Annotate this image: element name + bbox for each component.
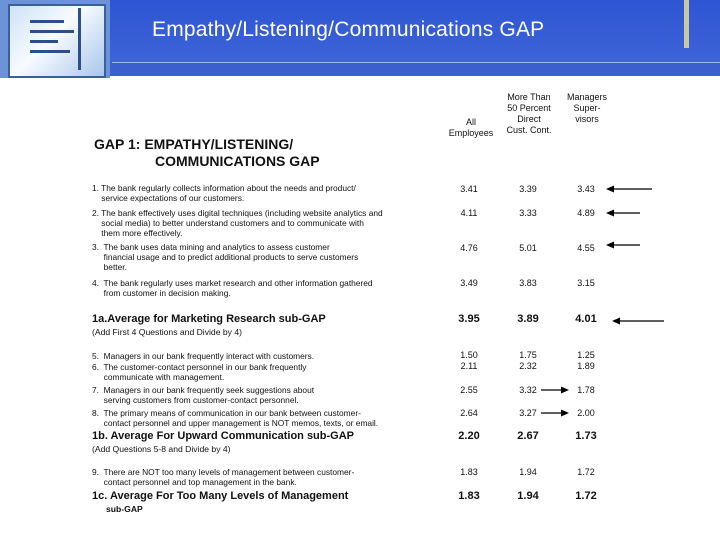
q2-direct: 3.33: [519, 208, 537, 218]
arrow-left-icon: [606, 184, 656, 194]
q5-direct: 1.75: [519, 350, 537, 360]
q5-all: 1.50: [460, 350, 478, 360]
q4-all: 3.49: [460, 278, 478, 288]
subgap-1c-all: 1.83: [458, 490, 480, 502]
q2-all: 4.11: [460, 208, 478, 218]
q9-direct: 1.94: [519, 467, 537, 477]
subgap-1b-label: 1b. Average For Upward Communication sub-GAP: [92, 430, 354, 442]
gap-heading-line1: GAP 1: EMPATHY/LISTENING/: [94, 136, 294, 152]
subgap-1a-managers: 4.01: [575, 313, 597, 325]
q1-direct: 3.39: [519, 184, 537, 194]
question-5: 5. Managers in our bank frequently interact with customers.: [92, 351, 315, 361]
subgap-1c-note: sub-GAP: [106, 504, 143, 514]
column-header-direct-contact: More Than 50 Percent Direct Cust. Cont.: [506, 92, 552, 135]
q8-direct: 3.27: [519, 408, 537, 418]
q6-direct: 2.32: [519, 361, 537, 371]
q5-managers: 1.25: [577, 350, 595, 360]
subgap-1b-direct: 2.67: [517, 430, 539, 442]
q3-direct: 5.01: [519, 243, 537, 253]
subgap-1c-managers: 1.72: [575, 490, 597, 502]
subgap-1c-direct: 1.94: [517, 490, 539, 502]
q2-managers: 4.89: [577, 208, 595, 218]
q4-direct: 3.83: [519, 278, 537, 288]
subgap-1c-label: 1c. Average For Too Many Levels of Management: [92, 490, 349, 502]
arrow-left-icon: [606, 240, 642, 250]
q3-managers: 4.55: [577, 243, 595, 253]
q9-managers: 1.72: [577, 467, 595, 477]
q7-direct: 3.32: [519, 385, 537, 395]
q8-managers: 2.00: [577, 408, 595, 418]
question-9: 9. There are NOT too many levels of management between customer- contact personnel and top management in the bank.: [92, 467, 355, 487]
gap-heading: [94, 136, 320, 170]
q6-all: 2.11: [460, 361, 478, 371]
q3-all: 4.76: [460, 243, 478, 253]
double-arrow-icon: [535, 408, 569, 418]
question-2: 2. The bank effectively uses digital techniques (including website analytics and social media) to better understand customers and to communicate with them more effectively.: [92, 208, 383, 238]
subgap-1a-all: 3.95: [458, 313, 480, 325]
q7-managers: 1.78: [577, 385, 595, 395]
subgap-1a-label: 1a.Average for Marketing Research sub-GAP: [92, 313, 326, 325]
question-6: 6. The customer-contact personnel in our bank frequently communicate with management.: [92, 362, 307, 382]
question-1: 1. The bank regularly collects information about the needs and product/ service expectations of our customers.: [92, 183, 356, 203]
q1-managers: 3.43: [577, 184, 595, 194]
question-4: 4. The bank regularly uses market research and other information gathered from customer in decision making.: [92, 278, 373, 298]
gap-heading-line2: COMMUNICATIONS GAP: [155, 153, 320, 169]
q9-all: 1.83: [460, 467, 478, 477]
header-accent-bar: [684, 0, 689, 48]
computer-monitor-icon: [0, 0, 110, 78]
arrow-left-icon: [612, 316, 666, 326]
slide-title: Empathy/Listening/Communications GAP: [152, 18, 545, 41]
q1-all: 3.41: [460, 184, 478, 194]
question-8: 8. The primary means of communication in our bank between customer- contact personnel and upper management is NOT memos, texts, or email.: [92, 408, 379, 428]
q7-all: 2.55: [460, 385, 478, 395]
subgap-1b-managers: 1.73: [575, 430, 597, 442]
question-7: 7. Managers in our bank frequently seek suggestions about serving customers from customer-contact personnel.: [92, 385, 315, 405]
column-header-all-employees: All Employees: [448, 117, 494, 138]
subgap-1a-direct: 3.89: [517, 313, 539, 325]
question-3: 3. The bank uses data mining and analytics to assess customer financial usage and to predict additional products to serve customers better.: [92, 242, 359, 272]
subgap-1b-note: (Add Questions 5-8 and Divide by 4): [92, 444, 231, 454]
subgap-1b-all: 2.20: [458, 430, 480, 442]
subgap-1a-note: (Add First 4 Questions and Divide by 4): [92, 327, 242, 337]
double-arrow-icon: [535, 385, 569, 395]
q8-all: 2.64: [460, 408, 478, 418]
column-header-managers: Managers Super- visors: [566, 92, 608, 124]
arrow-left-icon: [606, 208, 642, 218]
q6-managers: 1.89: [577, 361, 595, 371]
q4-managers: 3.15: [577, 278, 595, 288]
header-divider: [112, 62, 720, 63]
